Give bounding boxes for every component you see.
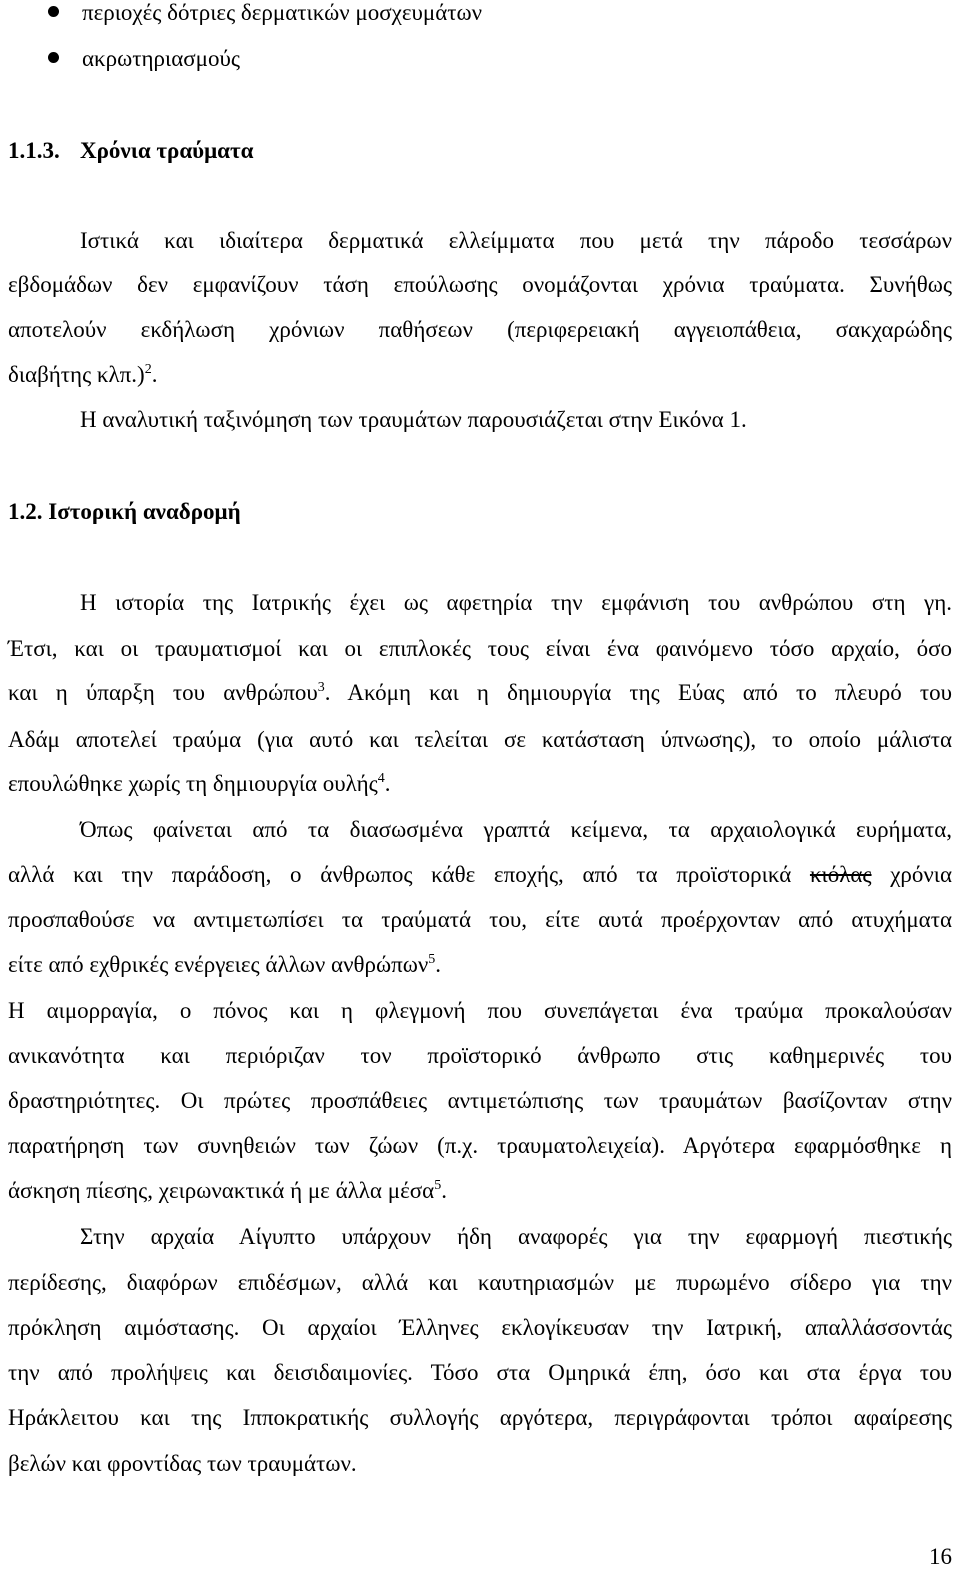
paragraph-line: παρατήρηση των συνηθειών των ζώων (π.χ. τραυματολειχεία). Αργότερα εφαρμόσθηκε η [8, 1133, 952, 1158]
section-heading [8, 497, 952, 527]
footnote-ref: 3 [317, 680, 325, 695]
paragraph-line [8, 360, 952, 390]
bullet-icon [48, 6, 59, 17]
paragraph-line: Ηράκλειτου και της Ιπποκρατικής συλλογής αργότερα, περιγράφονται τρόποι αφαίρεσης [8, 1405, 952, 1430]
footnote-ref: 2 [144, 362, 152, 377]
paragraph-line [8, 678, 952, 708]
paragraph-line: προσπαθούσε να αντιμετωπίσει τα τραύματά του, είτε αυτά προέρχονταν από ατυχήματα [8, 907, 952, 932]
paragraph-line: Αδάμ αποτελεί τραύμα (για αυτό και τελείται σε κατάσταση ύπνωσης), το οποίο μάλιστα [8, 727, 952, 752]
paragraph-line [8, 860, 952, 890]
page-number: 16 [929, 1544, 952, 1569]
paragraph-line: Η αναλυτική ταξινόμηση των τραυμάτων παρουσιάζεται στην Εικόνα 1. [80, 407, 747, 432]
text-run: και η ύπαρξη του ανθρώπου [8, 680, 318, 705]
text-run: . [151, 362, 158, 387]
footnote-ref: 5 [434, 1178, 442, 1193]
paragraph-line: δραστηριότητες. Οι πρώτες προσπάθειες αντιμετώπισης των τραυμάτων βασίζονταν στην [8, 1088, 952, 1113]
footnote-ref: 4 [377, 771, 385, 786]
struck-text: κιόλας [809, 862, 872, 887]
paragraph-line: Όπως φαίνεται από τα διασωσμένα γραπτά κείμενα, τα αρχαιολογικά ευρήματα, [80, 817, 952, 842]
footnote-ref: 5 [428, 952, 436, 967]
paragraph-line: Έτσι, και οι τραυματισμοί και οι επιπλοκές τους είναι ένα φαινόμενο τόσο αρχαίο, όσο [8, 636, 952, 661]
paragraph-line: Η ιστορία της Ιατρικής έχει ως αφετηρία την εμφάνιση του ανθρώπου στη γη. [80, 590, 952, 615]
paragraph-line: βελών και φροντίδας των τραυμάτων. [8, 1451, 357, 1476]
list-item-text: περιοχές δότριες δερματικών μοσχευμάτων [82, 0, 483, 25]
section-number: 1.1.3. [8, 138, 60, 163]
text-run: . [441, 1178, 447, 1203]
paragraph-line [8, 950, 952, 980]
paragraph-line: ανικανότητα και περιόριζαν τον προϊστορικό άνθρωπο στις καθημερινές του [8, 1043, 952, 1068]
section-title: Ιστορική αναδρομή [48, 499, 241, 524]
text-run: άσκηση πίεσης, χειρωνακτικά ή με άλλα μέσα [8, 1178, 435, 1203]
bullet-icon [48, 52, 59, 63]
paragraph-line: Ιστικά και ιδιαίτερα δερματικά ελλείμματα που μετά την πάροδο τεσσάρων [80, 228, 952, 253]
paragraph-line: αποτελούν εκδήλωση χρόνιων παθήσεων (περιφερειακή αγγειοπάθεια, σακχαρώδης [8, 317, 952, 342]
paragraph-line: Η αιμορραγία, ο πόνος και η φλεγμονή που συνεπάγεται ένα τραύμα προκαλούσαν [8, 998, 952, 1023]
paragraph-line: την από προλήψεις και δεισιδαιμονίες. Τόσο στα Ομηρικά έπη, όσο και στα έργα του [8, 1360, 952, 1385]
text-run: χρόνια [890, 862, 953, 887]
text-run: διαβήτης κλπ.) [8, 362, 145, 387]
text-run: . Ακόμη και η δημιουργία της Εύας από το πλευρό του [324, 680, 952, 705]
paragraph-line [8, 769, 952, 799]
text-run: αλλά και την παράδοση, ο άνθρωπος κάθε εποχής, από τα προϊστορικά [8, 862, 792, 887]
section-number: 1.2. [8, 499, 43, 524]
paragraph-line: Στην αρχαία Αίγυπτο υπάρχουν ήδη αναφορές για την εφαρμογή πιεστικής [80, 1224, 952, 1249]
section-title: Χρόνια τραύματα [80, 138, 254, 163]
text-run: . [384, 771, 391, 796]
text-run: είτε από εχθρικές ενέργειες άλλων ανθρώπων [8, 952, 429, 977]
text-run: επουλώθηκε χωρίς τη δημιουργία ουλής [8, 771, 378, 796]
list-item-text: ακρωτηριασμούς [82, 46, 240, 71]
paragraph-line [8, 1176, 952, 1206]
section-heading [8, 136, 952, 166]
paragraph-line: εβδομάδων δεν εμφανίζουν τάση επούλωσης ονομάζονται χρόνια τραύματα. Συνήθως [8, 272, 952, 297]
text-run: . [435, 952, 442, 977]
paragraph-line: περίδεσης, διαφόρων επιδέσμων, αλλά και καυτηριασμών με πυρωμένο σίδερο για την [8, 1270, 952, 1295]
paragraph-line: πρόκληση αιμόστασης. Οι αρχαίοι Έλληνες εκλογίκευσαν την Ιατρική, απαλλάσσοντάς [8, 1315, 952, 1340]
